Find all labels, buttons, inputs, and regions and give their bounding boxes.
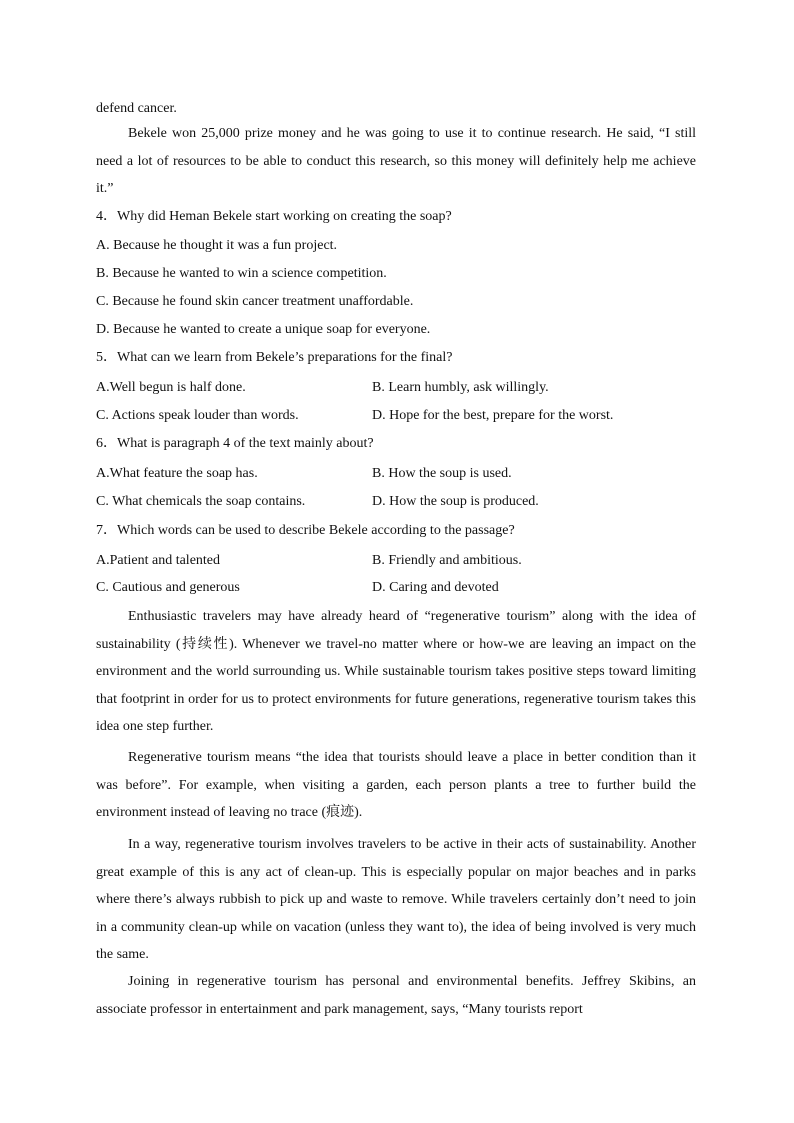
question-6-option-d: D. How the soup is produced. (372, 494, 539, 509)
prize-paragraph: Bekele won 25,000 prize money and he was going to use it to continue research. He said, “I still need a lot of resources to be able to conduct this research, so this money will definitely help me achieve it.” (96, 126, 696, 196)
question-7-option-a: A.Patient and talented (96, 553, 221, 568)
question-4-option-b: B. Because he wanted to win a science competition. (96, 266, 387, 281)
tourism-paragraph-2: Regenerative tourism means “the idea that tourists should leave a place in better condition than it was before”. For example, when visiting a garden, each person plants a tree to further build the environment instead of leaving no trace (痕迹). (96, 750, 696, 820)
question-5-option-b: B. Learn humbly, ask willingly. (372, 380, 549, 395)
tourism-paragraph-3: In a way, regenerative tourism involves travelers to be active in their acts of sustainability. Another great example of this is any act of clean-up. This is especially popular on major beaches and in parks where there’s always rubbish to pick up and waste to remove. While travelers certainly don’t need to join in a community clean-up while on vacation (unless they want to), the idea of being involved is very much the same. (96, 837, 696, 962)
question-4-option-d: D. Because he wanted to create a unique soap for everyone. (96, 322, 431, 337)
question-6-option-a: A.What feature the soap has. (96, 466, 258, 481)
question-5-option-d: D. Hope for the best, prepare for the worst. (372, 408, 614, 423)
question-6-stem: 6．What is paragraph 4 of the text mainly about? (96, 436, 374, 451)
question-5-option-c: C. Actions speak louder than words. (96, 408, 299, 423)
question-4-option-a: A. Because he thought it was a fun project. (96, 238, 338, 253)
question-7-option-c: C. Cautious and generous (96, 580, 240, 595)
question-6-option-c: C. What chemicals the soap contains. (96, 494, 306, 509)
tourism-paragraph-1: Enthusiastic travelers may have already heard of “regenerative tourism” along with the idea of sustainability (持续性). Whenever we travel-no matter where or how-we are leaving an impact on the environment and the world surrounding us. While sustainable tourism takes positive steps toward limiting that footprint in order for us to protect environments for future generations, regenerative tourism takes this idea one step further. (96, 609, 696, 734)
question-6-option-b: B. How the soup is used. (372, 466, 512, 481)
question-5-stem: 5．What can we learn from Bekele’s preparations for the final? (96, 350, 453, 365)
tourism-paragraph-4: Joining in regenerative tourism has personal and environmental benefits. Jeffrey Skibins, an associate professor in entertainment and park management, says, “Many tourists report (96, 974, 696, 1017)
question-7-option-d: D. Caring and devoted (372, 580, 499, 595)
question-4-stem: 4．Why did Heman Bekele start working on creating the soap? (96, 209, 452, 224)
passage-tail-line: defend cancer. (96, 101, 177, 116)
question-7-option-b: B. Friendly and ambitious. (372, 553, 522, 568)
question-5-option-a: A.Well begun is half done. (96, 380, 246, 395)
question-4-option-c: C. Because he found skin cancer treatment unaffordable. (96, 294, 414, 309)
question-7-stem: 7．Which words can be used to describe Bekele according to the passage? (96, 523, 515, 538)
